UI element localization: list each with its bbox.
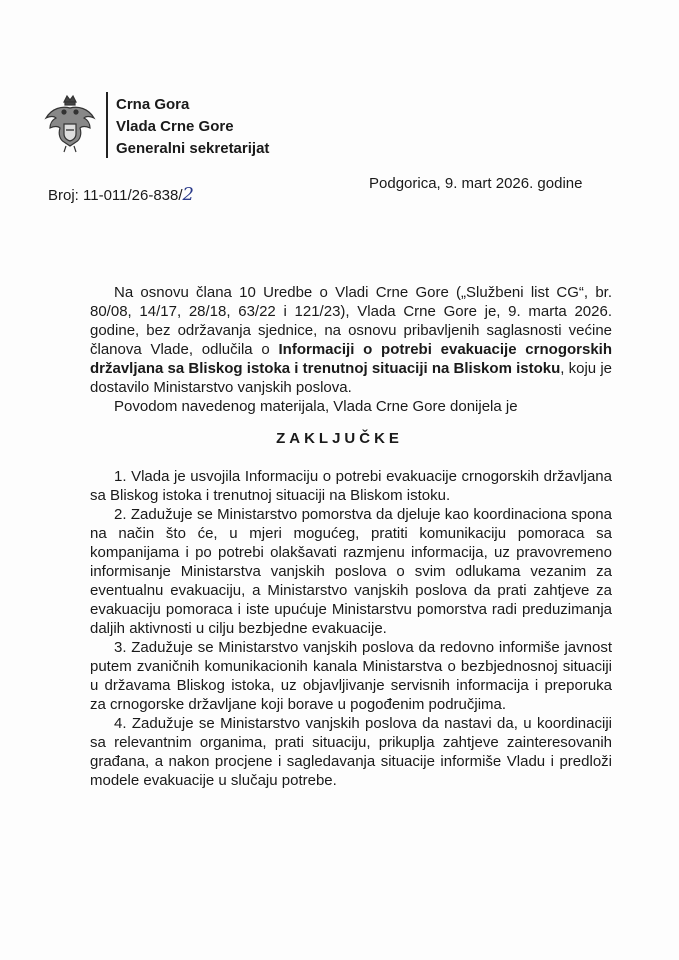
conclusions-list: [90, 467, 612, 790]
header-divider: [106, 92, 108, 158]
conclusion-item: 2. Zadužuje se Ministarstvo pomorstva da djeluje kao koordinaciona spona na način što će, u mjeri mogućeg, pratiti komunikaciju pomoraca sa kompanijama i po potrebi olakšavati razmjenu informacija, uz pravovremeno informisanje Ministarstva vanjskih poslova o svim odlukama vezanim za eventualnu evakuaciju, a Ministarstvo vanjskih poslova da prati zahtjeve za evakuaciju pomoraca i iste upućuje Ministarstvu pomorstva radi preduzimanja daljih aktivnosti u cilju bezbjedne evakuacije.: [90, 506, 612, 637]
header-block: [116, 94, 269, 160]
header-office: Generalni sekretarijat: [116, 140, 270, 157]
conclusions-title: ZAKLJUČKE: [276, 430, 403, 447]
reference-number: [48, 184, 194, 205]
header-government: Vlada Crne Gore: [116, 118, 234, 135]
intro-text: Na osnovu člana 10 Uredbe o Vladi Crne Gore („Službeni list CG“, br. 80/08, 14/17, 28/18, 63/22 i 121/23), Vlada Crne Gore je, 9. marta 2026. godine, bez održavanja sjednice, na osnovu pribavljenih saglasnosti većine članova Vlade, odlučila o: [90, 284, 612, 358]
conclusion-item: 4. Zadužuje se Ministarstvo vanjskih poslova da nastavi da, u koordinaciji sa relevantnim organima, prati situaciju, prikuplja zahtjeve zainteresovanih građana, a nakon procjene i sagledavanja situacije informiše Vladu i predloži modele evakuacije u slučaju potrebe.: [90, 715, 612, 789]
place-date: Podgorica, 9. mart 2026. godine: [369, 175, 583, 192]
conclusion-item: 1. Vlada je usvojila Informaciju o potrebi evakuacije crnogorskih državljana sa Bliskog istoka i trenutnoj situaciji na Bliskom istoku.: [90, 468, 612, 504]
montenegro-coat-of-arms-icon: [42, 94, 98, 156]
reference-handwritten: 2: [182, 184, 194, 205]
intro-bold-title: Informaciji o potrebi evakuacije crnogorskih državljana sa Bliskog istoka i trenutnoj situaciji na Bliskom istoku: [90, 341, 612, 377]
intro-line2: Povodom navedenog materijala, Vlada Crne Gore donijela je: [114, 398, 518, 415]
header-country: Crna Gora: [116, 96, 190, 113]
conclusion-item: 3. Zadužuje se Ministarstvo vanjskih poslova da redovno informiše javnost putem zvaničnih komunikacionih kanala Ministarstva o bezbjednosnoj situaciji u državama Bliskog istoka, uz objavljivanje servisnih informacija i preporuka za crnogorske državljane koji borave u pogođenim područjima.: [90, 639, 612, 713]
reference-label: Broj: 11-011/26-838/: [48, 187, 183, 204]
intro-paragraph: [90, 283, 612, 416]
intro-text-end: , koju je dostavilo Ministarstvo vanjskih poslova.: [90, 360, 612, 396]
